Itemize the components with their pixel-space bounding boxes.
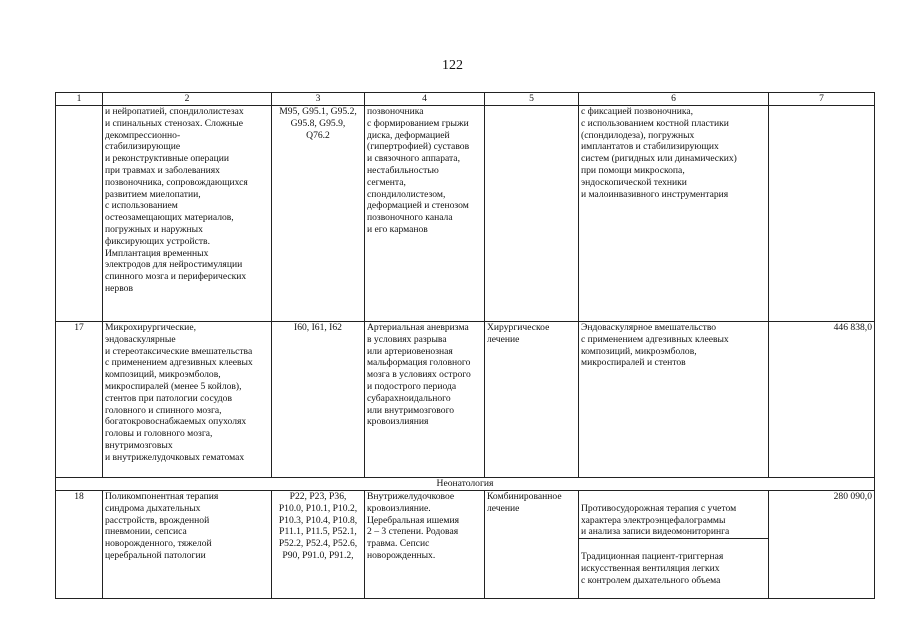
column-header: 4: [365, 93, 485, 106]
treatment-type: Комбинированное лечение: [485, 491, 579, 599]
icd-codes: M95, G95.1, G95.2, G95.8, G95.9, Q76.2: [272, 106, 365, 322]
column-header: 3: [272, 93, 365, 106]
page-number: 122: [442, 58, 463, 73]
icd-codes: P22, P23, P36, P10.0, P10.1, P10.2, P10.3, P10.4, P10.8, P11.1, P11.5, P52.1, P52.2, P52.4, P52.6, P90, P91.0, P91.2,: [272, 491, 365, 599]
column-header: 7: [769, 93, 875, 106]
intervention-name: и нейропатией, спондилолистезах и спинальных стенозах. Сложные декомпрессионно- стабилизирующие и реконструктивные операции при травмах и заболеваниях позвоночника, сопровождающихся развитием миелопатии, с использованием остеозамещающих материалов, погружных и наружных фиксирующих устройств. Имплантация временных электродов для нейростимуляции спинного мозга и периферических нервов: [103, 106, 272, 322]
column-header: 2: [103, 93, 272, 106]
treatment-method-cell: [579, 491, 769, 599]
column-header: 6: [579, 93, 769, 106]
row-number: [56, 106, 103, 322]
column-header: 1: [56, 93, 103, 106]
row-number: 17: [56, 322, 103, 478]
cost-value: 446 838,0: [769, 322, 875, 478]
treatment-method: Эндоваскулярное вмешательство с применением адгезивных клеевых композиций, микроэмболов, микроспиралей и стентов: [579, 322, 769, 478]
cost-value: [769, 106, 875, 322]
intervention-name: Микрохирургические, эндоваскулярные и стереотаксические вмешательства с применением адгезивных клеевых композиций, микроэмболов, микроспиралей (менее 5 койлов), стентов при патологии сосудов головного и спинного мозга, богатокровоснабжаемых опухолях головы и головного мозга, внутримозговых и внутрижелудочковых гематомах: [103, 322, 272, 478]
treatment-method: Противосудорожная терапия с учетом характера электроэнцефалограммы и анализа записи видеомониторинга: [579, 503, 768, 539]
patient-model: позвоночника с формированием грыжи диска, деформацией (гипертрофией) суставов и связочного аппарата, нестабильностью сегмента, спондилолистезом, деформацией и стенозом позвоночного канала и его карманов: [365, 106, 485, 322]
table-row: [56, 106, 875, 322]
section-row: [56, 478, 875, 491]
cost-value: 280 090,0: [769, 491, 875, 599]
section-title: Неонатология: [56, 478, 875, 491]
icd-codes: I60, I61, I62: [272, 322, 365, 478]
column-header: 5: [485, 93, 579, 106]
medical-care-table: [55, 92, 875, 599]
treatment-method: с фиксацией позвоночника, с использованием костной пластики (спондилодеза), погружных имплантатов и стабилизирующих систем (ригидных или динамических) при помощи микроскопа, эндоскопической техники и малоинвазивного инструментария: [579, 106, 769, 322]
table-row: [56, 322, 875, 478]
intervention-name: Поликомпонентная терапия синдрома дыхательных расстройств, врожденной пневмонии, сепсиса новорожденного, тяжелой церебральной патологии: [103, 491, 272, 599]
patient-model: Артериальная аневризма в условиях разрыва или артериовенозная мальформация головного мозга в условиях острого и подострого периода субарахноидального или внутримозгового кровоизлияния: [365, 322, 485, 478]
treatment-type: [485, 106, 579, 322]
treatment-type: Хирургическое лечение: [485, 322, 579, 478]
treatment-method: Традиционная пациент-триггерная искусственная вентиляция легких с контролем дыхательного объема: [581, 550, 724, 586]
patient-model: Внутрижелудочковое кровоизлияние. Церебральная ишемия 2 – 3 степени. Родовая травма. Сепсис новорожденных.: [365, 491, 485, 599]
table-header-row: [56, 93, 875, 106]
row-number: 18: [56, 491, 103, 599]
table-row: [56, 491, 875, 599]
